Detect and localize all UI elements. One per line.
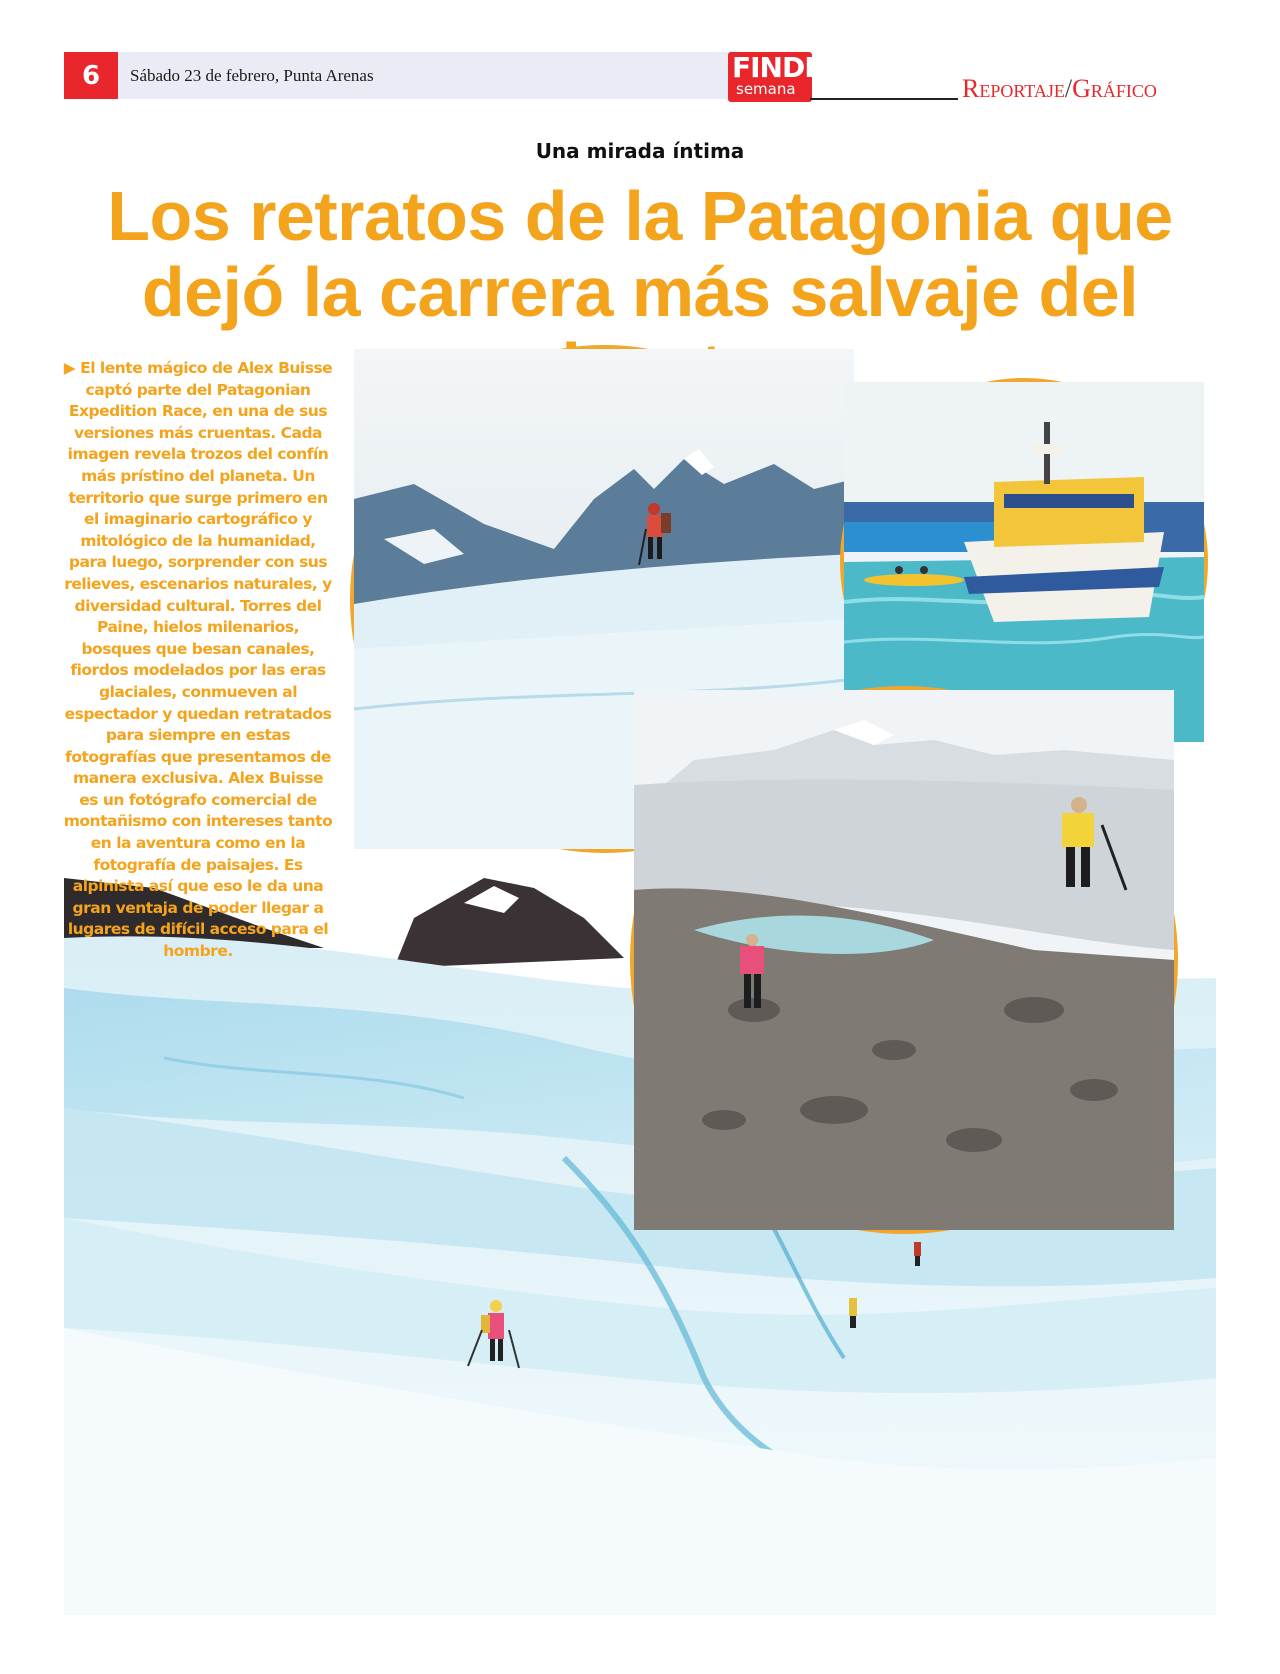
triangle-bullet-icon: ▶ — [63, 359, 81, 377]
section-separator: / — [1064, 74, 1073, 103]
headline: Los retratos de la Patagonia que dejó la carrera más salvaje del — [107, 177, 1173, 331]
section-rule — [810, 98, 958, 100]
kicker: Una mirada íntima — [535, 139, 745, 163]
logo-word-semana: semana — [736, 80, 796, 98]
rocky-moraine-illustration — [634, 690, 1174, 1230]
date-line: Sábado 23 de febrero, Punta Arenas — [130, 66, 374, 85]
section-label — [962, 74, 1157, 104]
logo-word-finde: FINDE — [732, 51, 823, 84]
intro-paragraph — [62, 358, 334, 963]
section-secondary: Gráfico — [1072, 74, 1157, 103]
section-primary: Reportaje — [962, 74, 1065, 103]
page-number: 6 — [64, 52, 118, 99]
intro-text: El lente mágico de Alex Buisse captó parte del Patagonian Expedition Race, en una de sus versiones más cruentas. Cada imagen revela trozos del confín más prístino del planeta. Un territorio que surge primero en el imaginario cartográfico y mitológico de la humanidad, para luego, sorprender con sus relieves, escenarios naturales, y diversidad cultural. Torres del Paine, hielos milenarios, bosques que besan canales, fiordos modelados por las eras glaciales, conmueven al espectador y quedan retratados para siempre en estas fotografías que presentamos de manera exclusiva. Alex Buisse es un fotógrafo comercial de montañismo con intereses tanto en la aventura como en la fotografía de paisajes. Es alpinista así que eso le da una gran ventaja de poder llegar a lugares de difícil acceso para el hombre. — [63, 359, 333, 961]
finde-semana-logo — [728, 51, 823, 102]
photo-moraine-circle — [630, 686, 1178, 1234]
